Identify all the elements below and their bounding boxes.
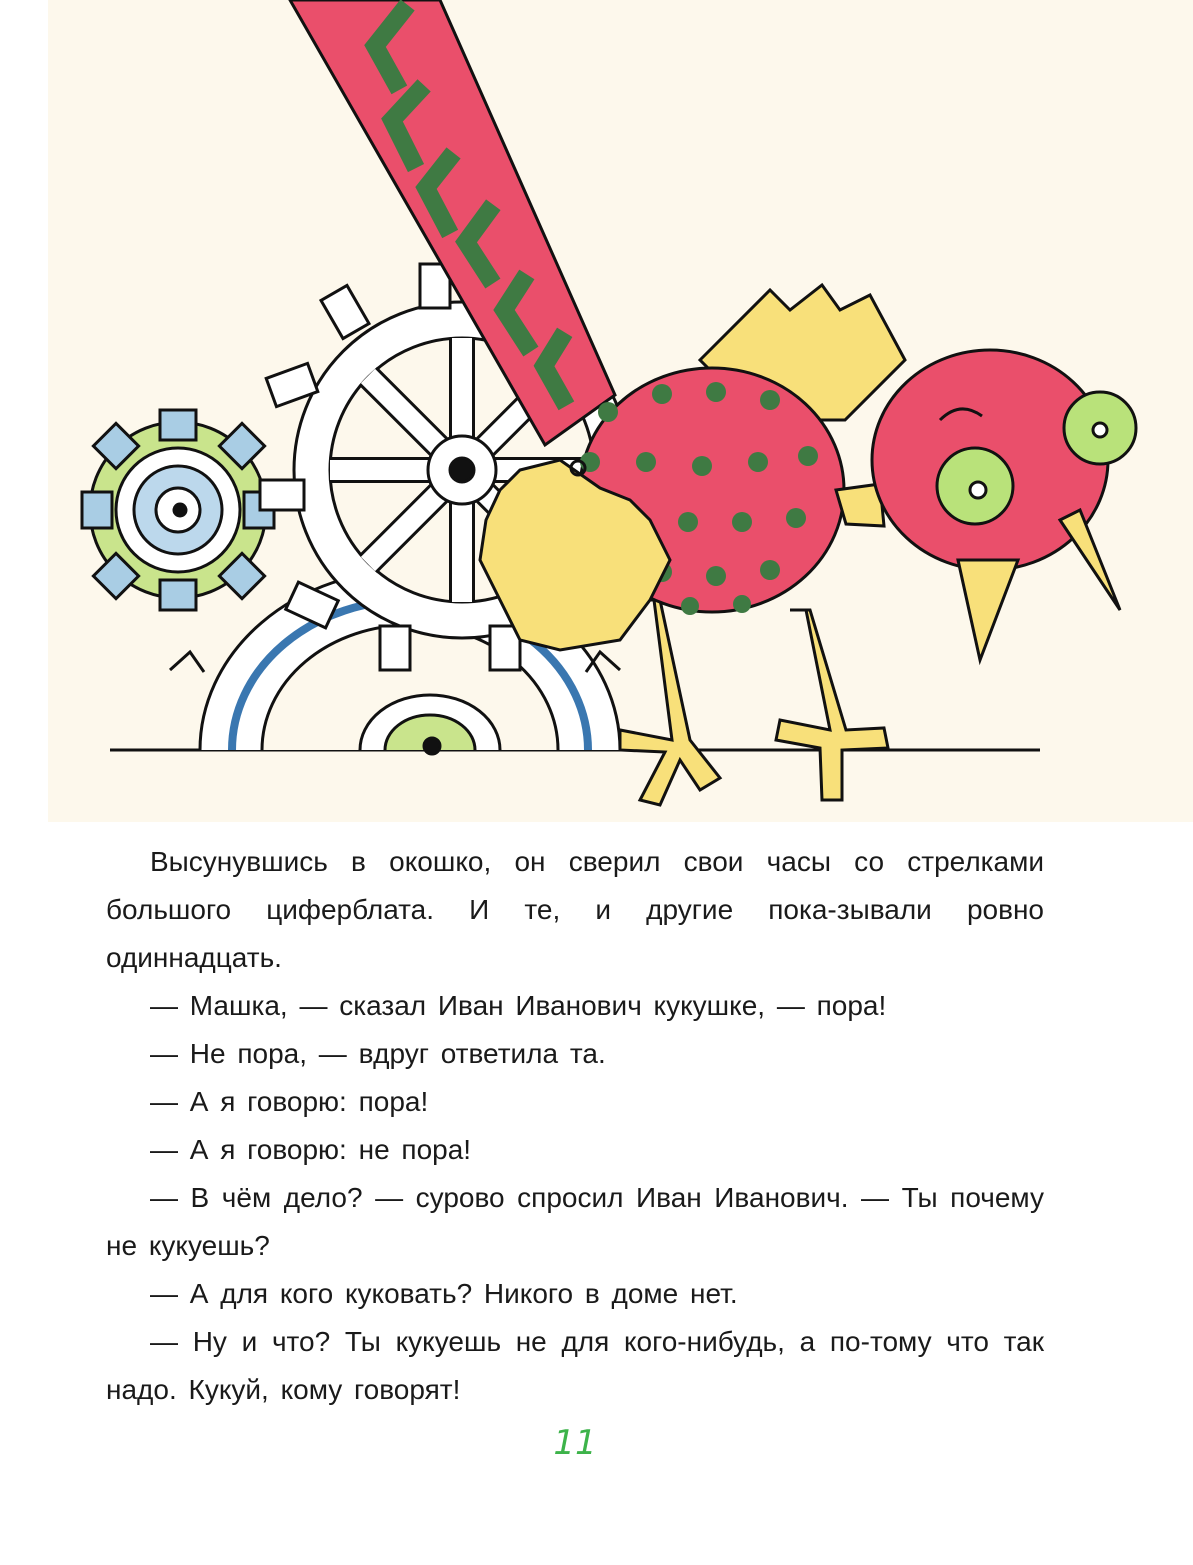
bird-head <box>872 350 1136 660</box>
story-paragraph: — А я говорю: не пора! <box>150 1134 472 1165</box>
story-text <box>106 838 1044 1414</box>
cuckoo-illustration <box>48 0 1193 822</box>
small-gear <box>82 410 274 610</box>
story-paragraph: — Машка, — сказал Иван Иванович кукушке, — пора! <box>150 990 887 1021</box>
story-paragraph: Высунувшись в окошко, он сверил свои часы со стрелками большого циферблата. И те, и другие пока-зывали ровно одиннадцать. <box>106 846 1044 973</box>
story-paragraph: — А для кого куковать? Никого в доме нет. <box>150 1278 738 1309</box>
page-number: 11 <box>553 1423 597 1463</box>
story-paragraph: — В чём дело? — сурово спросил Иван Иванович. — Ты почему не кукуешь? <box>106 1182 1044 1261</box>
bird-legs <box>620 600 888 805</box>
story-paragraph: — Ну и что? Ты кукуешь не для кого-нибудь, а по-тому что так надо. Кукуй, кому говорят! <box>106 1326 1044 1405</box>
story-paragraph: — А я говорю: пора! <box>150 1086 429 1117</box>
story-paragraph: — Не пора, — вдруг ответила та. <box>150 1038 606 1069</box>
